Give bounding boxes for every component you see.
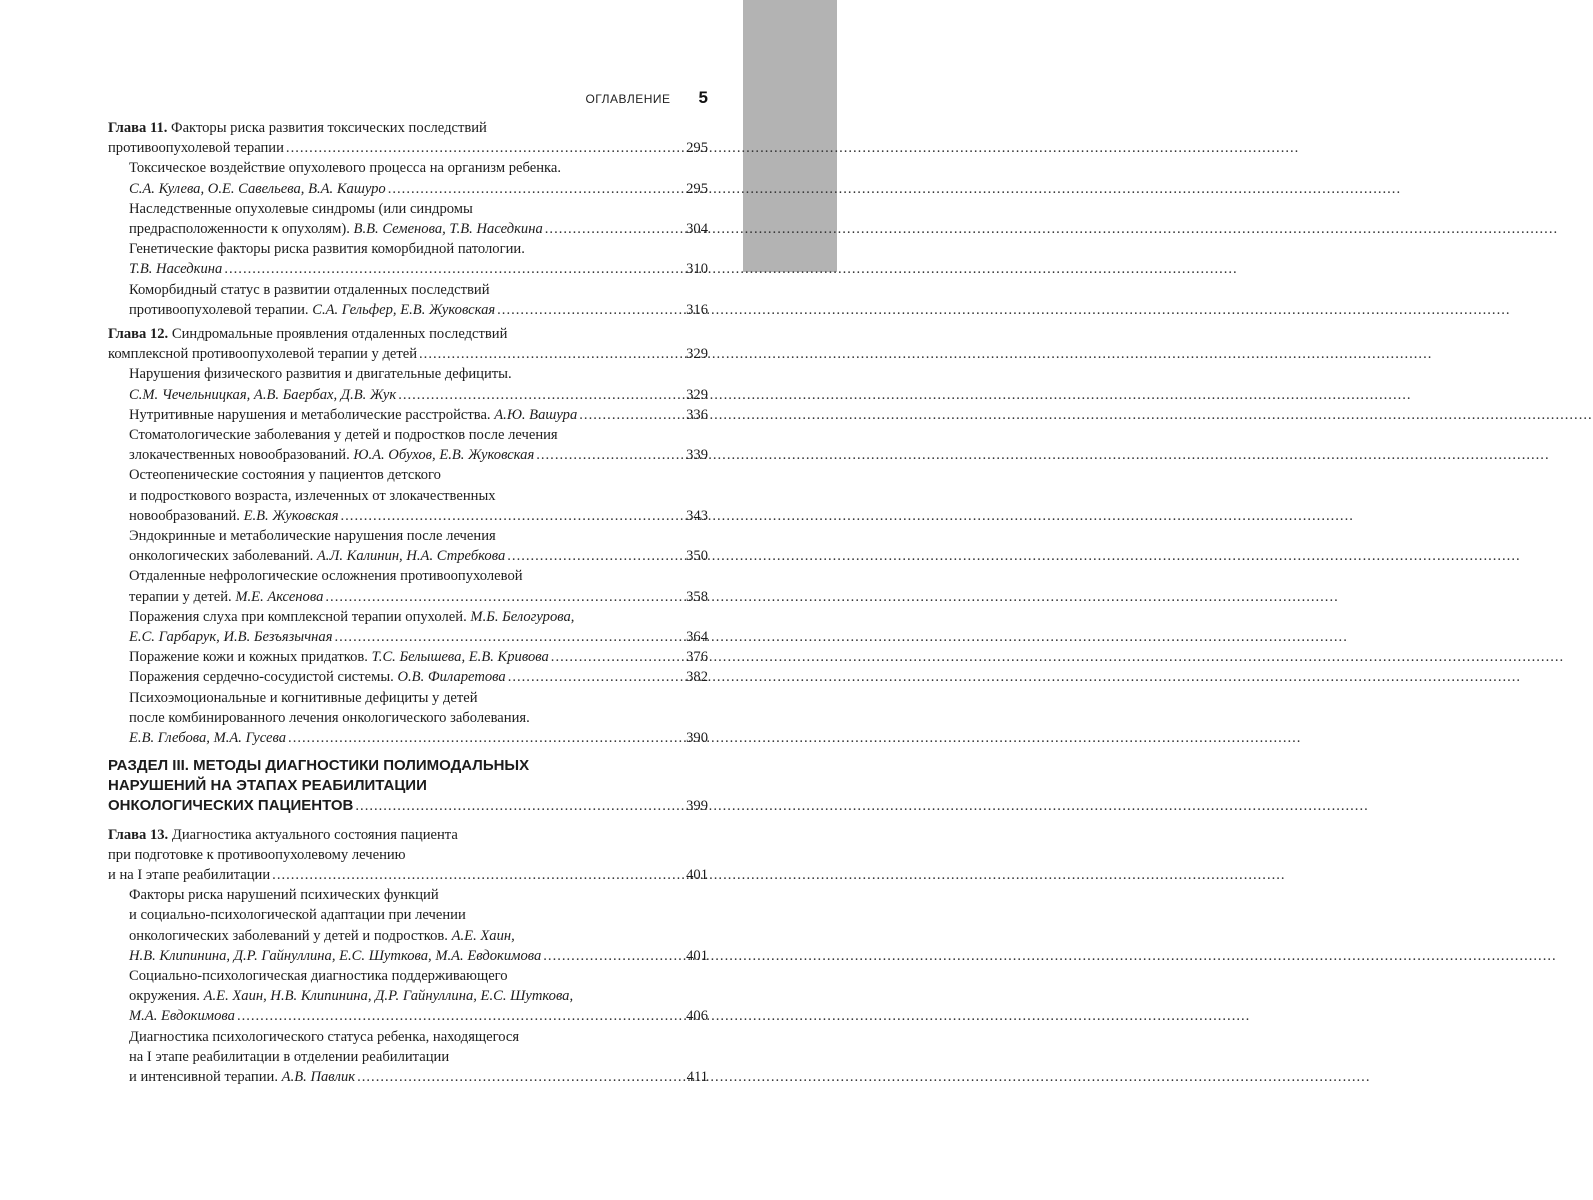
page-ref: 390 — [686, 730, 708, 747]
page-ref: 399 — [686, 798, 708, 815]
page-ref: 295 — [686, 180, 708, 197]
toc-entry[interactable] — [108, 688, 708, 749]
entry-title-line: Психоэмоциональные и когнитивные дефициты у детей — [129, 689, 478, 706]
entry-title-line: Коморбидный статус в развитии отдаленных последствий — [129, 281, 490, 298]
entry-title-line: Генетические факторы риска развития коморбидной патологии. — [129, 241, 525, 258]
toc-chapter-12[interactable] — [108, 324, 708, 364]
page-ref: 376 — [686, 649, 708, 666]
entry-title-line: и интенсивной терапии. — [129, 1068, 279, 1085]
toc-entry[interactable] — [108, 425, 708, 465]
page-ref: 295 — [686, 140, 708, 157]
entry-title-line: Токсическое воздействие опухолевого процесса на организм ребенка. — [129, 160, 562, 177]
toc-entry[interactable] — [108, 199, 708, 239]
chapter-label: Глава 11. — [108, 120, 168, 136]
leader-dots — [388, 179, 684, 199]
page-ref: 401 — [686, 947, 708, 964]
leader-dots — [497, 300, 684, 320]
entry-authors: М.Е. Аксенова — [235, 588, 324, 605]
chapter-title-line: Факторы риска развития токсических последствий — [171, 120, 487, 136]
page-ref: 343 — [686, 507, 708, 524]
entry-authors: Ю.А. Обухов, Е.В. Жуковская — [353, 447, 535, 464]
chapter-title-line: комплексной противоопухолевой терапии у детей — [108, 346, 418, 363]
entry-title-line: предрасположенности к опухолям). — [129, 221, 350, 238]
entry-title-line: Поражения сердечно-сосудистой системы. — [129, 669, 394, 686]
entry-title-line: терапии у детей. — [129, 588, 232, 605]
entry-title-line: Факторы риска нарушений психических функций — [129, 887, 439, 904]
page-ref: 350 — [686, 548, 708, 565]
chapter-title-line: Диагностика актуального состояния пациента — [171, 826, 458, 843]
toc-entry[interactable] — [108, 239, 708, 279]
leader-dots — [551, 647, 684, 667]
entry-authors: Е.В. Глебова, М.А. Гусева — [129, 730, 287, 747]
leader-dots — [508, 667, 684, 687]
toc-entry[interactable] — [108, 405, 708, 425]
entry-title-line: на I этапе реабилитации в отделении реабилитации — [129, 1048, 450, 1065]
table-of-contents — [108, 118, 708, 1087]
entry-title-line: Стоматологические заболевания у детей и подростков после лечения — [129, 427, 558, 444]
page-ref: 310 — [686, 261, 708, 278]
entry-title-line: Социально-психологическая диагностика поддерживающего — [129, 967, 508, 984]
entry-authors: В.В. Семенова, Т.В. Наседкина — [353, 221, 543, 238]
entry-authors: Н.В. Клипинина, Д.Р. Гайнуллина, Е.С. Шуткова, М.А. Евдокимова — [129, 947, 542, 964]
leader-dots — [536, 445, 684, 465]
page-ref: 411 — [686, 1068, 708, 1085]
entry-title-line: и социально-психологической адаптации при лечении — [129, 907, 466, 924]
entry-authors: С.М. Чечельницкая, А.В. Баербах, Д.В. Жук — [129, 386, 397, 403]
leader-dots — [325, 587, 684, 607]
page-ref: 364 — [686, 629, 708, 646]
entry-title-line: Наследственные опухолевые синдромы (или синдромы — [129, 200, 473, 217]
entry-authors: А.В. Павлик — [281, 1068, 356, 1085]
entry-title-line: онкологических заболеваний у детей и подростков. — [129, 927, 448, 944]
page-ref: 382 — [686, 669, 708, 686]
leader-dots — [398, 385, 684, 405]
leader-dots — [579, 405, 684, 425]
leader-dots — [288, 728, 684, 748]
toc-entry[interactable] — [108, 607, 708, 647]
page-ref: 339 — [686, 447, 708, 464]
entry-authors: О.В. Филаретова — [397, 669, 506, 686]
entry-authors: А.Ю. Вашура — [494, 406, 578, 423]
toc-chapter-11[interactable] — [108, 118, 708, 158]
entry-authors: А.Е. Хаин, — [451, 927, 515, 944]
page-ref: 401 — [686, 866, 708, 883]
entry-title-line: Поражение кожи и кожных придатков. — [129, 649, 368, 666]
page-ref: 406 — [686, 1008, 708, 1025]
entry-title-line: после комбинированного лечения онкологического заболевания. — [129, 709, 530, 726]
entry-authors: С.А. Гельфер, Е.В. Жуковская — [312, 301, 496, 318]
entry-authors: Е.В. Жуковская — [243, 507, 339, 524]
entry-title-line: Поражения слуха при комплексной терапии опухолей. — [129, 608, 467, 625]
leader-dots — [341, 506, 685, 526]
toc-entry[interactable] — [108, 667, 708, 687]
chapter-label: Глава 12. — [108, 326, 169, 343]
entry-title-line: окружения. — [129, 988, 200, 1005]
entry-authors: А.Л. Калинин, Н.А. Стребкова — [316, 548, 506, 565]
toc-section-3[interactable] — [108, 756, 708, 816]
entry-authors: М.Б. Белогурова, — [470, 608, 575, 625]
leader-dots — [286, 138, 684, 158]
toc-entry[interactable] — [108, 465, 708, 526]
chapter-title-line: при подготовке к противоопухолевому лечению — [108, 846, 406, 863]
leader-dots — [545, 219, 684, 239]
chapter-label: Глава 13. — [108, 826, 169, 843]
page-ref: 358 — [686, 588, 708, 605]
chapter-title-line: Синдромальные проявления отдаленных последствий — [171, 326, 508, 343]
toc-entry[interactable] — [108, 1027, 708, 1088]
leader-dots — [419, 344, 684, 364]
entry-title-line: Нарушения физического развития и двигательные дефициты. — [129, 366, 512, 383]
chapter-title-line: противоопухолевой терапии — [108, 140, 284, 157]
page-ref: 316 — [686, 301, 708, 318]
entry-authors: Т.С. Белышева, Е.В. Кривова — [371, 649, 549, 666]
entry-authors: А.Е. Хаин, Н.В. Клипинина, Д.Р. Гайнуллина, Е.С. Шуткова, — [203, 988, 574, 1005]
page-ref: 304 — [686, 221, 708, 238]
leader-dots — [543, 946, 684, 966]
entry-title-line: злокачественных новообразований. — [129, 447, 350, 464]
running-head — [0, 88, 708, 110]
entry-title-line: новообразований. — [129, 507, 240, 524]
toc-entry[interactable] — [108, 647, 708, 667]
leader-dots — [272, 865, 684, 885]
chapter-title-line: и на I этапе реабилитации — [108, 866, 271, 883]
toc-chapter-13[interactable] — [108, 825, 708, 886]
toc-entry[interactable] — [108, 280, 708, 320]
toc-entry[interactable] — [108, 885, 708, 966]
entry-authors: М.А. Евдокимова — [129, 1008, 235, 1025]
toc-entry[interactable] — [108, 526, 708, 566]
entry-title-line: Эндокринные и метаболические нарушения после лечения — [129, 528, 496, 545]
leader-dots — [334, 627, 684, 647]
section-title-line: РАЗДЕЛ III. МЕТОДЫ ДИАГНОСТИКИ ПОЛИМОДАЛЬНЫХ — [108, 757, 530, 775]
leader-dots — [507, 546, 684, 566]
entry-authors: Е.С. Гарбарук, И.В. Безъязычная — [129, 629, 333, 646]
running-head-title: ОГЛАВЛЕНИЕ — [585, 92, 671, 106]
leader-dots — [355, 796, 684, 816]
leader-dots — [224, 259, 684, 279]
leader-dots — [357, 1067, 685, 1087]
page-ref: 336 — [686, 406, 708, 423]
entry-title-line: и подросткового возраста, излеченных от злокачественных — [129, 487, 496, 504]
entry-title-line: Остеопенические состояния у пациентов детского — [129, 467, 441, 484]
toc-entry[interactable] — [108, 364, 708, 404]
entry-title-line: Нутритивные нарушения и метаболические расстройства. — [129, 406, 491, 423]
toc-entry[interactable] — [108, 966, 708, 1027]
toc-entry[interactable] — [108, 158, 708, 198]
entry-title-line: онкологических заболеваний. — [129, 548, 314, 565]
toc-entry[interactable] — [108, 566, 708, 606]
entry-authors: Т.В. Наседкина — [129, 261, 223, 278]
entry-title-line: Диагностика психологического статуса ребенка, находящегося — [129, 1028, 520, 1045]
page-number: 5 — [698, 88, 708, 107]
page-ref: 329 — [686, 386, 708, 403]
entry-authors: С.А. Кулева, О.Е. Савельева, В.А. Кашуро — [129, 180, 386, 197]
section-title-line: ОНКОЛОГИЧЕСКИХ ПАЦИЕНТОВ — [108, 797, 354, 815]
page-ref: 329 — [686, 346, 708, 363]
entry-title-line: противоопухолевой терапии. — [129, 301, 309, 318]
section-title-line: НАРУШЕНИЙ НА ЭТАПАХ РЕАБИЛИТАЦИИ — [108, 777, 427, 795]
entry-title-line: Отдаленные нефрологические осложнения противоопухолевой — [129, 568, 523, 585]
leader-dots — [237, 1006, 684, 1026]
